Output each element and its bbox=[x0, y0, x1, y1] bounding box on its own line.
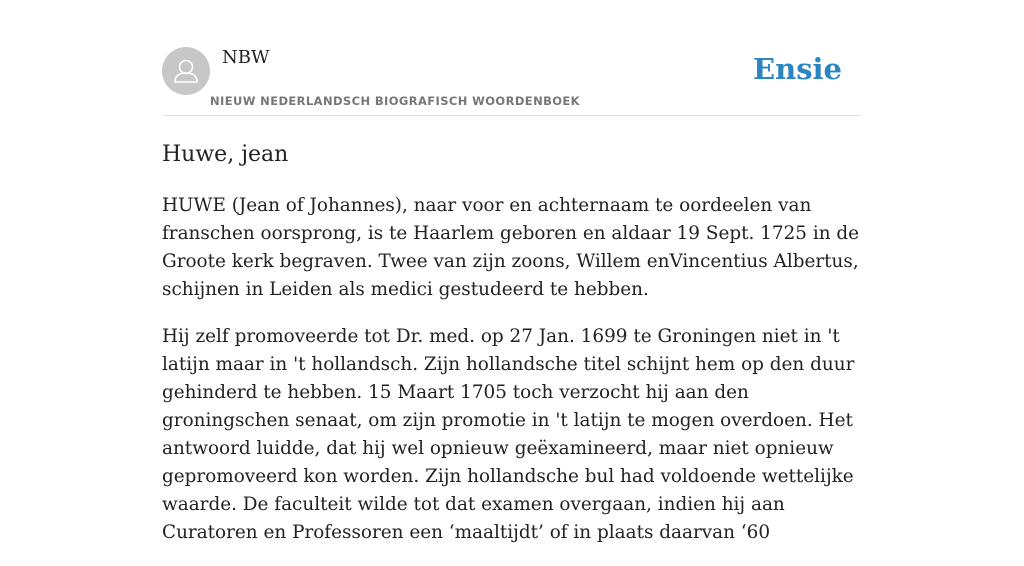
source-subtitle[interactable]: NIEUW NEDERLANDSCH BIOGRAFISCH WOORDENBOEK bbox=[210, 94, 580, 108]
article-paragraph: Hij zelf promoveerde tot Dr. med. op 27 Jan. 1699 te Groningen niet in 't latijn maar in 't hollandsch. Zijn hollandsche titel schijnt hem op den duur gehinderd te hebben. 15 Maart 1705 toch verzocht hij aan den groningschen senaat, om zijn promotie in 't latijn te mogen overdoen. Het antwoord luidde, dat hij wel opnieuw geëxamineerd, maar niet opnieuw gepromoveerd kon worden. Zijn hollandsche bul had voldoende wettelijke waarde. De faculteit wilde tot dat examen overgaan, indien hij aan Curatoren en Professoren een ‘maaltijdt’ of in plaats daarvan ‘60 bbox=[162, 326, 855, 543]
user-silhouette-icon bbox=[162, 47, 210, 95]
content-container bbox=[162, 0, 862, 543]
article-paragraph: HUWE (Jean of Johannes), naar voor en achternaam te oordeelen van franschen oorsprong, is te Haarlem geboren en aldaar 19 Sept. 1725 in de Groote kerk begraven. Twee van zijn zoons, Willem enVincentius Albertus, schijnen in Leiden als medici gestudeerd te hebben. bbox=[162, 195, 860, 300]
article-body bbox=[162, 192, 862, 566]
source-name[interactable]: NBW bbox=[222, 47, 270, 68]
brand-logo-link[interactable]: Ensie bbox=[753, 52, 842, 86]
article-title: Huwe, jean bbox=[162, 142, 289, 167]
header bbox=[162, 0, 862, 116]
source-avatar[interactable] bbox=[162, 47, 210, 95]
